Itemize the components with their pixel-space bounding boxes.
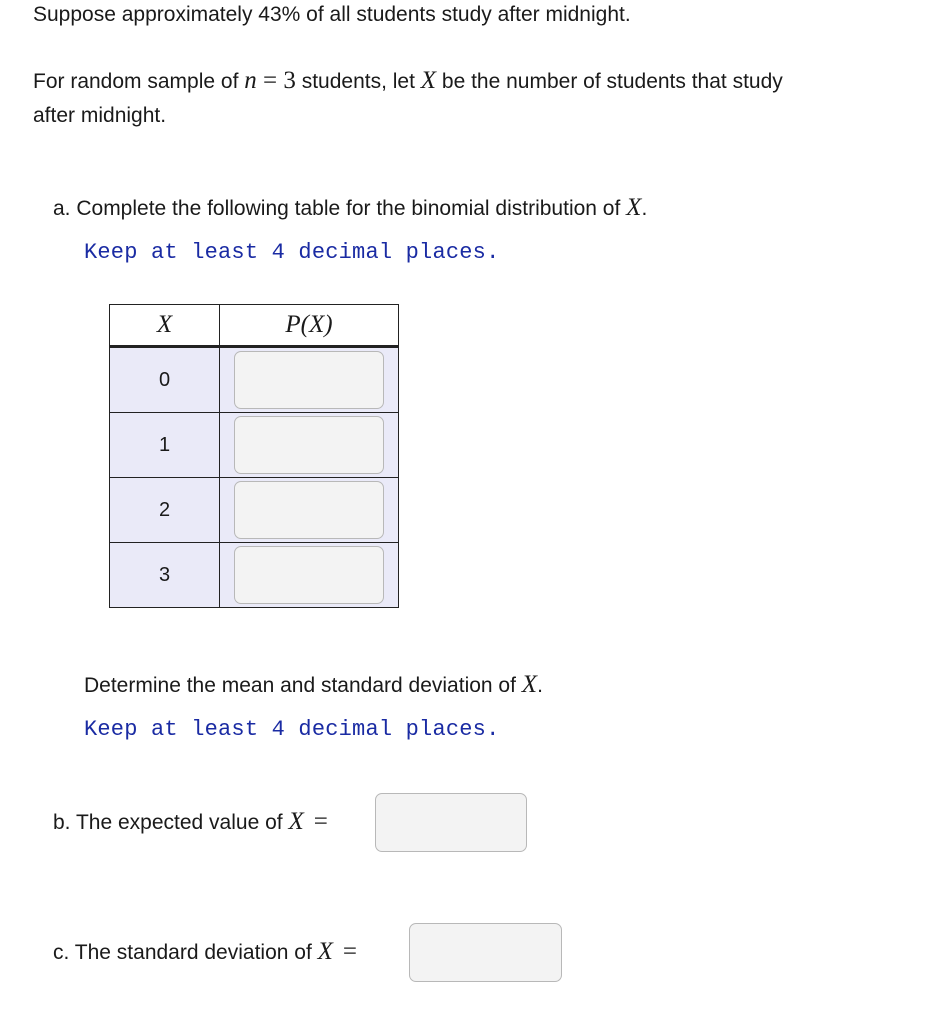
mean-sd-prompt: Determine the mean and standard deviation of X.: [84, 671, 543, 698]
x-value-cell: 3: [110, 543, 220, 608]
sample-sentence-line1: For random sample of n = 3 students, let X be the number of students that study: [33, 67, 783, 94]
px-cell: [220, 543, 399, 608]
px-cell: [220, 347, 399, 413]
part-b-label: b. The expected value of X =: [53, 808, 328, 835]
standard-deviation-input[interactable]: [409, 923, 562, 982]
x-value-cell: 1: [110, 413, 220, 478]
n-value: 3: [283, 67, 296, 94]
x-variable: X: [420, 67, 437, 94]
px-input-0[interactable]: [234, 351, 384, 409]
column-header-x: X: [110, 305, 220, 347]
column-header-px: P(X): [220, 305, 399, 347]
binomial-distribution-table: [109, 304, 399, 608]
sample-sentence-line2: after midnight.: [33, 104, 167, 127]
px-input-3[interactable]: [234, 546, 384, 604]
x-value-cell: 2: [110, 478, 220, 543]
n-variable: n: [244, 67, 257, 94]
x-value-cell: 0: [110, 347, 220, 413]
mean-sd-instruction: Keep at least 4 decimal places.: [84, 717, 500, 742]
table-row: [110, 543, 399, 608]
table-row: [110, 478, 399, 543]
table-header-row: [110, 305, 399, 347]
table-row: [110, 347, 399, 413]
part-a-instruction: Keep at least 4 decimal places.: [84, 240, 500, 265]
px-input-1[interactable]: [234, 416, 384, 474]
part-c-label: c. The standard deviation of X =: [53, 938, 358, 965]
expected-value-input[interactable]: [375, 793, 527, 852]
px-cell: [220, 478, 399, 543]
part-a-label: a. Complete the following table for the binomial distribution of X.: [53, 194, 648, 221]
table-row: [110, 413, 399, 478]
px-cell: [220, 413, 399, 478]
intro-sentence: Suppose approximately 43% of all students study after midnight.: [33, 3, 631, 26]
px-input-2[interactable]: [234, 481, 384, 539]
